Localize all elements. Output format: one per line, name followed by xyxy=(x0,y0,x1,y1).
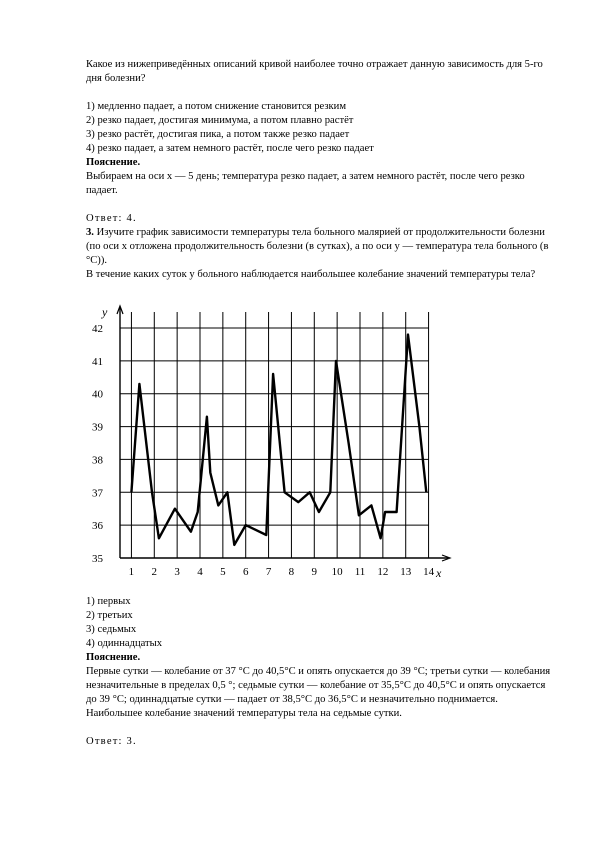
q3-explanation2: Наибольшее колебание значений температуры тела на седьмые сутки. xyxy=(86,708,402,719)
q3-explanation-title: Пояснение. xyxy=(86,652,141,663)
x-tick-label-13: 13 xyxy=(400,566,412,578)
x-tick-label-10: 10 xyxy=(331,566,343,578)
y-tick-label-35: 35 xyxy=(92,553,103,565)
q2-explanation-title: Пояснение. xyxy=(86,157,141,168)
q3-explanation: Первые сутки — колебание от 37 °C до 40,5°C и опять опускается до 39 °C; третьи сутки — колебания незначительные в пределах 0,5 °; седьмые сутки — колебание от 35,5°C до 40,5°C и опять опускается до 39 °C; одиннадцатые сутки — падает от 38,5°C до 36,5°C и незначительно поднимается. xyxy=(86,666,551,705)
temperature-line xyxy=(131,335,426,545)
y-tick-label-40: 40 xyxy=(92,388,103,401)
y-tick-label-36: 36 xyxy=(92,520,103,533)
x-tick-label-6: 6 xyxy=(242,566,249,578)
x-tick-label-12: 12 xyxy=(377,566,389,578)
q2-option-3: 3) резко растёт, достигая пика, а потом также резко падает xyxy=(86,129,350,140)
q2-answer: Ответ: 4. xyxy=(86,213,137,224)
y-axis-label: y xyxy=(102,305,108,319)
x-tick-label-7: 7 xyxy=(265,566,272,578)
y-tick-label-38: 38 xyxy=(92,454,103,467)
q3-option-3: 3) седьмых xyxy=(86,624,137,635)
q3-answer: Ответ: 3. xyxy=(86,736,137,747)
q2-option-4: 4) резко падает, а затем немного растёт, после чего резко падает xyxy=(86,143,374,154)
x-tick-label-2: 2 xyxy=(151,566,158,578)
x-tick-label-11: 11 xyxy=(354,566,366,578)
x-tick-label-5: 5 xyxy=(220,566,226,578)
x-tick-label-4: 4 xyxy=(197,566,203,578)
y-tick-label-39: 39 xyxy=(92,421,103,434)
q3-number: 3. xyxy=(86,227,94,238)
y-tick-label-41: 41 xyxy=(92,355,103,368)
q3-option-1: 1) первых xyxy=(86,596,131,607)
x-tick-label-1: 1 xyxy=(128,566,135,578)
x-axis-label: x xyxy=(436,566,442,580)
y-tick-label-37: 37 xyxy=(92,487,103,500)
q3-question-text: Изучите график зависимости температуры тела больного малярией от продолжительности болезни (по оси x отложена продолжительность болезни (в сутках), а по оси y — температура тела больного (в °C)). xyxy=(86,227,549,266)
chart-grid xyxy=(120,312,429,558)
y-tick-label-42: 42 xyxy=(92,323,103,335)
q3-bottom xyxy=(86,595,556,749)
q3-option-4: 4) одиннадцатых xyxy=(86,638,163,649)
x-tick-label-8: 8 xyxy=(288,566,295,578)
q2-option-2: 2) резко падает, достигая минимума, а потом плавно растёт xyxy=(86,115,354,126)
temperature-chart xyxy=(86,302,456,592)
x-tick-label-9: 9 xyxy=(311,566,318,578)
q2-question: Какое из нижеприведённых описаний кривой наиболее точно отражает данную зависимость для 5-го дня болезни? xyxy=(86,59,543,84)
page-content xyxy=(86,58,556,282)
x-tick-label-14: 14 xyxy=(423,566,435,578)
x-tick-label-3: 3 xyxy=(174,566,180,578)
q3-option-2: 2) третьих xyxy=(86,610,133,621)
q3-question2: В течение каких суток у больного наблюдается наибольшее колебание значений температуры тела? xyxy=(86,269,536,280)
q3-question xyxy=(86,226,556,268)
q2-explanation: Выбираем на оси x — 5 день; температура резко падает, а затем немного растёт, после чего резко падает. xyxy=(86,171,525,196)
q2-option-1: 1) медленно падает, а потом снижение становится резким xyxy=(86,101,347,112)
